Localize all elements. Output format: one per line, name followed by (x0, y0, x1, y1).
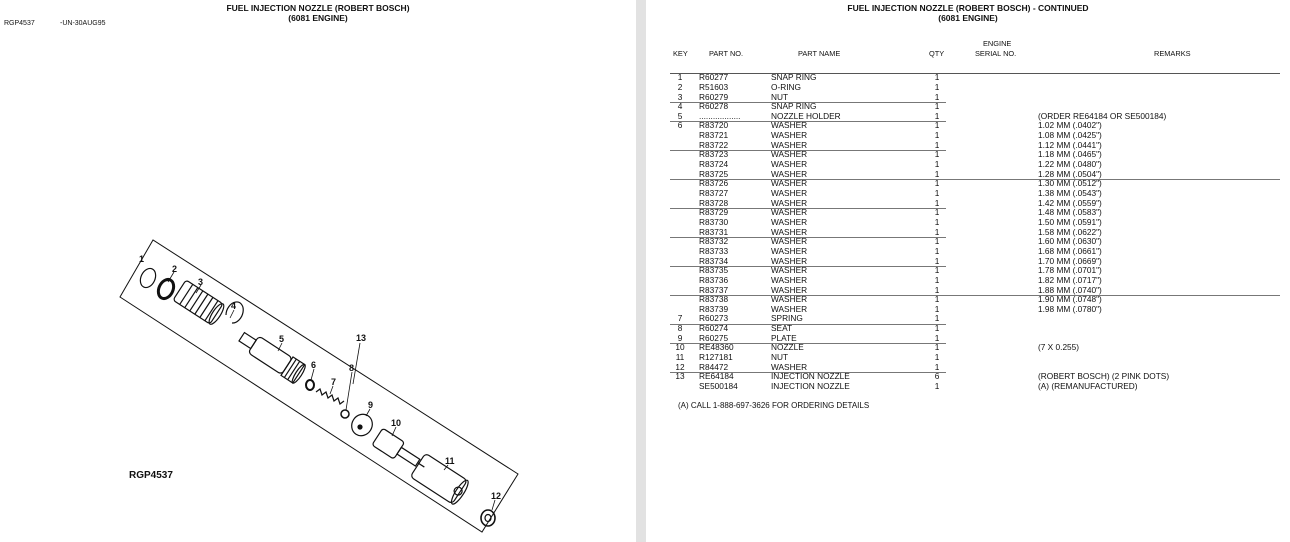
header-part-name: PART NAME (798, 49, 841, 58)
row-remarks: 1.38 MM (.0543") (1038, 188, 1102, 198)
callout-6: 6 (311, 360, 317, 370)
row-part-no: R83730 (699, 216, 729, 227)
row-qty: 1 (934, 245, 940, 256)
row-key: 11 (675, 352, 685, 363)
table-row (646, 160, 1290, 170)
row-remarks: 1.48 MM (.0583") (1038, 207, 1102, 218)
row-qty: 1 (934, 265, 940, 276)
row-key: 9 (677, 332, 683, 343)
row-part-name: WASHER (771, 207, 808, 218)
table-row (646, 257, 1290, 267)
row-part-name: WASHER (771, 216, 808, 227)
row-qty: 1 (934, 294, 940, 305)
table-row (646, 112, 1290, 122)
row-part-no: RE48360 (699, 342, 734, 353)
row-qty: 1 (934, 226, 940, 237)
row-part-no: R83735 (699, 265, 729, 276)
header-remarks: REMARKS (1154, 49, 1191, 58)
part-1-snap-ring (137, 266, 158, 290)
row-qty: 1 (934, 255, 940, 266)
group-separator (670, 150, 946, 151)
part-6-washer (306, 380, 314, 390)
row-part-name: WASHER (771, 303, 808, 314)
row-part-no: R83725 (699, 168, 729, 179)
header-serial-line1: ENGINE (983, 39, 1012, 48)
group-separator (670, 121, 946, 122)
row-key: 2 (677, 81, 683, 92)
row-part-no: R83736 (699, 274, 729, 285)
row-part-name: WASHER (771, 265, 808, 276)
row-part-no: R83731 (699, 226, 729, 237)
row-part-no: R127181 (699, 352, 733, 363)
row-qty: 1 (934, 168, 940, 179)
row-part-name: INJECTION NOZZLE (771, 381, 850, 391)
table-row (646, 237, 1290, 247)
row-qty: 1 (934, 342, 940, 353)
header-key: KEY (673, 49, 688, 58)
figure-date: -UN-30AUG95 (60, 20, 106, 27)
row-remarks: 1.60 MM (.0630") (1038, 236, 1102, 247)
row-part-name: WASHER (771, 294, 808, 305)
row-part-name: NUT (771, 352, 789, 363)
row-remarks: 1.22 MM (.0480") (1038, 159, 1102, 170)
row-part-no: R83729 (699, 207, 729, 218)
row-part-name: O-RING (771, 81, 801, 92)
table-row (646, 73, 1290, 83)
row-part-no: .................. (699, 110, 741, 121)
row-qty: 1 (934, 120, 940, 131)
row-remarks: (7 X 0.255) (1038, 342, 1080, 353)
row-qty: 1 (934, 274, 940, 285)
row-key: 8 (677, 323, 683, 334)
row-part-name: WASHER (771, 284, 808, 295)
row-remarks: 1.88 MM (.0740") (1038, 284, 1102, 295)
table-row (646, 189, 1290, 199)
row-part-name: INJECTION NOZZLE (771, 371, 850, 382)
row-part-no: R83737 (699, 284, 729, 295)
row-part-name: WASHER (771, 255, 808, 266)
part-12-washer (481, 510, 495, 526)
callout-8: 8 (349, 363, 355, 373)
table-row (646, 228, 1290, 238)
row-part-no: R83722 (699, 139, 729, 150)
table-row (646, 295, 1290, 305)
table-row (646, 334, 1290, 344)
row-remarks: 1.28 MM (.0504") (1038, 168, 1102, 179)
row-qty: 1 (934, 72, 940, 83)
table-row (646, 382, 1290, 392)
row-remarks: (A) (REMANUFACTURED) (1038, 381, 1138, 391)
row-key: 12 (675, 361, 685, 372)
row-part-name: NOZZLE (771, 342, 804, 353)
row-part-name: WASHER (771, 130, 808, 141)
header-part-no: PART NO. (709, 49, 744, 58)
table-row (646, 199, 1290, 209)
table-row (646, 363, 1290, 373)
row-key: 6 (677, 120, 683, 131)
row-remarks: 1.50 MM (.0591") (1038, 216, 1102, 227)
row-key: 13 (675, 371, 685, 382)
row-key: 5 (677, 110, 683, 121)
row-part-no: R84472 (699, 361, 729, 372)
callout-4: 4 (231, 301, 237, 311)
parts-list-page (646, 0, 1290, 542)
row-remarks: 1.70 MM (.0669") (1038, 255, 1102, 266)
table-row (646, 208, 1290, 218)
row-qty: 1 (934, 159, 940, 170)
ordering-footnote: (A) CALL 1-888-697-3626 FOR ORDERING DETAILS (678, 401, 870, 410)
row-part-no: R83738 (699, 294, 729, 305)
group-separator (670, 324, 946, 325)
row-remarks: 1.18 MM (.0465") (1038, 149, 1102, 160)
row-qty: 1 (934, 361, 940, 372)
row-remarks: 1.02 MM (.0402") (1038, 120, 1102, 131)
table-row (646, 83, 1290, 93)
group-separator (670, 295, 1280, 296)
table-row (646, 170, 1290, 180)
row-part-name: SEAT (771, 323, 793, 334)
callout-1: 1 (139, 254, 145, 264)
group-separator (670, 237, 946, 238)
row-part-name: SNAP RING (771, 101, 817, 112)
row-part-name: WASHER (771, 274, 808, 285)
row-part-no: RE64184 (699, 371, 734, 382)
row-part-no: R83724 (699, 159, 729, 170)
row-part-no: R83728 (699, 197, 729, 208)
row-part-name: NOZZLE HOLDER (771, 110, 841, 121)
row-qty: 1 (934, 332, 940, 343)
table-row (646, 131, 1290, 141)
row-part-no: R60277 (699, 72, 729, 83)
table-row (646, 102, 1290, 112)
callout-3: 3 (198, 277, 204, 287)
row-part-no: R83732 (699, 236, 729, 247)
group-separator (670, 343, 946, 344)
row-qty: 1 (934, 101, 940, 112)
table-row (646, 141, 1290, 151)
table-row (646, 343, 1290, 353)
row-part-no: R83726 (699, 178, 729, 189)
exploded-view-diagram (0, 0, 636, 542)
group-separator (670, 208, 946, 209)
row-part-name: WASHER (771, 197, 808, 208)
row-part-no: R60273 (699, 313, 729, 324)
row-part-name: WASHER (771, 361, 808, 372)
row-qty: 1 (934, 149, 940, 160)
row-part-no: R60278 (699, 101, 729, 112)
row-qty: 1 (934, 323, 940, 334)
row-part-no: R83734 (699, 255, 729, 266)
table-row (646, 324, 1290, 334)
row-qty: 1 (934, 197, 940, 208)
row-remarks: 1.58 MM (.0622") (1038, 226, 1102, 237)
row-qty: 1 (934, 303, 940, 314)
row-remarks: (ROBERT BOSCH) (2 PINK DOTS) (1038, 371, 1170, 382)
callout-12: 12 (491, 491, 502, 501)
row-qty: 1 (934, 313, 940, 324)
callout-13: 13 (356, 333, 367, 343)
row-part-no: R83733 (699, 245, 729, 256)
part-9-plate (348, 410, 377, 439)
page-gutter (636, 0, 646, 542)
part-7-spring (316, 389, 344, 404)
row-remarks: 1.42 MM (.0559") (1038, 197, 1102, 208)
callout-11: 11 (445, 456, 455, 466)
row-key: 1 (677, 72, 683, 83)
row-qty: 1 (934, 381, 940, 391)
table-row (646, 276, 1290, 286)
table-row (646, 305, 1290, 315)
row-remarks: 1.90 MM (.0748") (1038, 294, 1102, 305)
row-part-name: WASHER (771, 120, 808, 131)
row-qty: 1 (934, 216, 940, 227)
part-8-seat (341, 410, 349, 418)
row-part-name: WASHER (771, 188, 808, 198)
row-remarks: 1.78 MM (.0701") (1038, 265, 1102, 276)
left-page-title: FUEL INJECTION NOZZLE (ROBERT BOSCH) (226, 3, 410, 13)
row-part-name: WASHER (771, 178, 808, 189)
row-remarks: (ORDER RE64184 OR SE500184) (1038, 110, 1167, 121)
row-qty: 1 (934, 236, 940, 247)
row-part-no: R83720 (699, 120, 729, 131)
row-part-no: R60274 (699, 323, 729, 334)
part-2-o-ring (155, 277, 176, 301)
row-part-no: SE500184 (699, 381, 738, 391)
row-part-name: WASHER (771, 236, 808, 247)
right-page-subtitle: (6081 ENGINE) (938, 13, 998, 23)
callout-7: 7 (331, 377, 337, 387)
table-row (646, 93, 1290, 103)
part-10-nozzle (372, 428, 430, 475)
row-part-name: SNAP RING (771, 72, 817, 83)
row-remarks: 1.30 MM (.0512") (1038, 178, 1102, 189)
table-row (646, 247, 1290, 257)
table-row (646, 372, 1290, 382)
table-row (646, 286, 1290, 296)
row-part-name: WASHER (771, 245, 808, 256)
row-key: 10 (675, 342, 685, 353)
row-part-name: WASHER (771, 168, 808, 179)
part-5-nozzle-holder (236, 328, 308, 385)
table-row (646, 353, 1290, 363)
header-qty: QTY (929, 49, 945, 58)
row-qty: 1 (934, 284, 940, 295)
left-page-subtitle: (6081 ENGINE) (288, 13, 348, 23)
row-qty: 1 (934, 110, 940, 121)
row-part-name: WASHER (771, 159, 808, 170)
row-qty: 1 (934, 91, 940, 102)
row-qty: 1 (934, 188, 940, 198)
row-qty: 1 (934, 81, 940, 92)
group-separator (670, 372, 946, 373)
row-part-no: R51603 (699, 81, 729, 92)
table-row (646, 121, 1290, 131)
row-part-name: SPRING (771, 313, 803, 324)
group-separator (670, 179, 1280, 180)
row-part-no: R60279 (699, 91, 729, 102)
row-remarks: 1.68 MM (.0661") (1038, 245, 1102, 256)
row-part-name: WASHER (771, 139, 808, 150)
row-key: 4 (677, 101, 683, 112)
row-part-no: R83739 (699, 303, 729, 314)
row-part-no: R60275 (699, 332, 729, 343)
row-key: 3 (677, 91, 683, 102)
callout-2: 2 (172, 264, 178, 274)
row-remarks: 1.82 MM (.0717") (1038, 274, 1102, 285)
table-row (646, 314, 1290, 324)
callout-labels (139, 254, 501, 501)
row-qty: 1 (934, 139, 940, 150)
row-part-name: PLATE (771, 332, 797, 343)
illustration-page (0, 0, 636, 542)
callout-5: 5 (279, 334, 285, 344)
row-part-name: WASHER (771, 226, 808, 237)
right-page-title: FUEL INJECTION NOZZLE (ROBERT BOSCH) - CONTINUED (847, 3, 1089, 13)
header-serial-line2: SERIAL NO. (975, 49, 1017, 58)
row-part-name: NUT (771, 91, 789, 102)
row-part-no: R83727 (699, 188, 729, 198)
row-qty: 1 (934, 207, 940, 218)
table-row (646, 218, 1290, 228)
group-separator (670, 266, 946, 267)
group-separator (670, 102, 946, 103)
table-row (646, 266, 1290, 276)
row-qty: 1 (934, 178, 940, 189)
figure-label: RGP4537 (129, 470, 173, 481)
table-row (646, 150, 1290, 160)
row-part-no: R83723 (699, 149, 729, 160)
row-remarks: 1.12 MM (.0441") (1038, 139, 1102, 150)
row-part-no: R83721 (699, 130, 729, 141)
row-remarks: 1.08 MM (.0425") (1038, 130, 1102, 141)
row-qty: 1 (934, 352, 940, 363)
row-qty: 6 (934, 371, 940, 382)
table-row (646, 179, 1290, 189)
row-qty: 1 (934, 130, 940, 141)
row-remarks: 1.98 MM (.0780") (1038, 303, 1102, 314)
callout-10: 10 (391, 418, 402, 428)
callout-9: 9 (368, 400, 374, 410)
row-key: 7 (677, 313, 683, 324)
row-part-name: WASHER (771, 149, 808, 160)
figure-code: RGP4537 (4, 20, 35, 27)
